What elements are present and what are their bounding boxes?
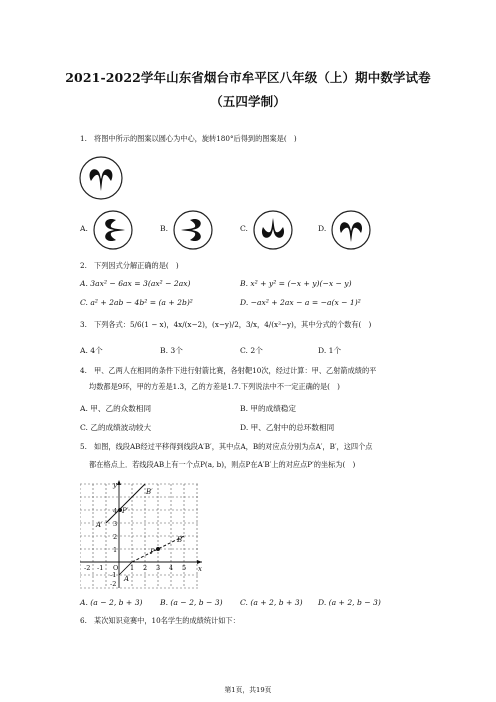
label-P: P xyxy=(150,548,155,556)
label-x: x xyxy=(198,565,202,573)
q4-option-c: C. 乙的成绩波动较大 xyxy=(80,423,152,432)
q4-stem-line1: 4. 甲、乙两人在相同的条件下进行射箭比赛，各射靶10次，经过计算：甲、乙射箭成绩的平 xyxy=(80,366,377,375)
q2-stem: 2. 下列因式分解正确的是( ) xyxy=(80,261,179,270)
q5-option-b: B. (a − 2, b − 3) xyxy=(160,598,223,607)
xtick-3: 3 xyxy=(156,564,161,572)
ytick-1: 1 xyxy=(113,546,118,554)
xtick-m2: -2 xyxy=(84,564,91,572)
q1-figure-icon xyxy=(78,155,124,201)
q3-stem: 3. 下列各式：5/6(1 − x)，4x/(x−2)，(x−y)/2，3/x，4/(x²−y)，其中分式的个数有( ) xyxy=(80,320,372,329)
q5-coordinate-grid xyxy=(80,480,204,590)
label-Ap: A′ xyxy=(96,521,103,529)
xtick-2: 2 xyxy=(143,564,148,572)
point-P xyxy=(156,547,160,551)
q2-option-d: D. −ax² + 2ax − a = −a(x − 1)² xyxy=(240,298,361,307)
q1-stem: 1. 将图中所示的图案以圆心为中心，旋转180°后得到的图案是( ) xyxy=(80,134,297,143)
ytick-2: 2 xyxy=(113,533,118,541)
q1-option-b-icon xyxy=(172,209,214,251)
q2-option-c: C. a² + 2ab − 4b² = (a + 2b)² xyxy=(80,298,193,307)
q4-option-b: B. 甲的成绩稳定 xyxy=(240,404,296,413)
q5-stem-line2: 都在格点上．若线段AB上有一个点P(a, b)，则点P在A′B′上的对应点P′的坐标为( ) xyxy=(89,460,356,469)
label-Pp: P′ xyxy=(122,507,129,515)
xtick-m1: -1 xyxy=(97,564,104,572)
q1-option-d-icon xyxy=(330,209,372,251)
x-axis-arrow xyxy=(197,560,202,564)
title-line-1: 2021-2022学年山东省烟台市牟平区八年级（上）期中数学试卷 xyxy=(65,70,431,85)
q4-option-d: D. 甲、乙射中的总环数相同 xyxy=(240,423,335,432)
ytick-m1: -1 xyxy=(110,571,117,579)
q5-stem-line1: 5. 如图，线段AB经过平移得到线段A′B′，其中点A，B的对应点分别为点A′，B′，这四个点 xyxy=(80,442,373,451)
q4-stem-line2: 均数都是9环，甲的方差是1.3，乙的方差是1.7.下列说法中不一定正确的是( ) xyxy=(89,382,340,391)
label-origin: O xyxy=(113,564,119,572)
q1-option-c-label: C. xyxy=(240,224,248,233)
ytick-3: 3 xyxy=(113,520,118,528)
ytick-m2: -2 xyxy=(110,580,117,588)
q3-option-a: A. 4个 xyxy=(80,346,103,355)
q5-option-a: A. (a − 2, b + 3) xyxy=(80,598,143,607)
ytick-4: 4 xyxy=(113,507,118,515)
label-A: A xyxy=(124,575,130,583)
q1-option-b-label: B. xyxy=(160,224,168,233)
q4-option-a: A. 甲、乙的众数相同 xyxy=(80,404,152,413)
q3-option-b: B. 3个 xyxy=(160,346,183,355)
q3-option-c: C. 2个 xyxy=(240,346,263,355)
q5-option-c: C. (a + 2, b + 3) xyxy=(240,598,303,607)
xtick-5: 5 xyxy=(182,564,187,572)
q1-option-d-label: D. xyxy=(318,224,327,233)
y-axis-arrow xyxy=(117,480,121,485)
q5-option-d: D. (a + 2, b − 3) xyxy=(318,598,381,607)
segment-ApBp xyxy=(106,484,145,523)
q6-stem: 6. 某次知识竞赛中，10名学生的成绩统计如下： xyxy=(80,616,240,625)
q1-option-c-icon xyxy=(252,209,294,251)
label-Bp: B′ xyxy=(146,488,153,496)
label-y: y xyxy=(113,481,117,489)
xtick-1: 1 xyxy=(130,564,135,572)
q2-option-a: A. 3ax² − 6ax = 3(ax² − 2ax) xyxy=(80,279,191,288)
q3-option-d: D. 1个 xyxy=(318,346,342,355)
q2-option-b: B. x² + y² = (−x + y)(−x − y) xyxy=(240,279,352,288)
xtick-4: 4 xyxy=(169,564,174,572)
q1-option-a-icon xyxy=(92,209,134,251)
page-footer: 第1页，共19页 xyxy=(224,686,272,694)
q1-option-a-label: A. xyxy=(80,224,88,233)
title-line-2: （五四学制） xyxy=(210,94,286,109)
label-B: B xyxy=(177,536,183,544)
